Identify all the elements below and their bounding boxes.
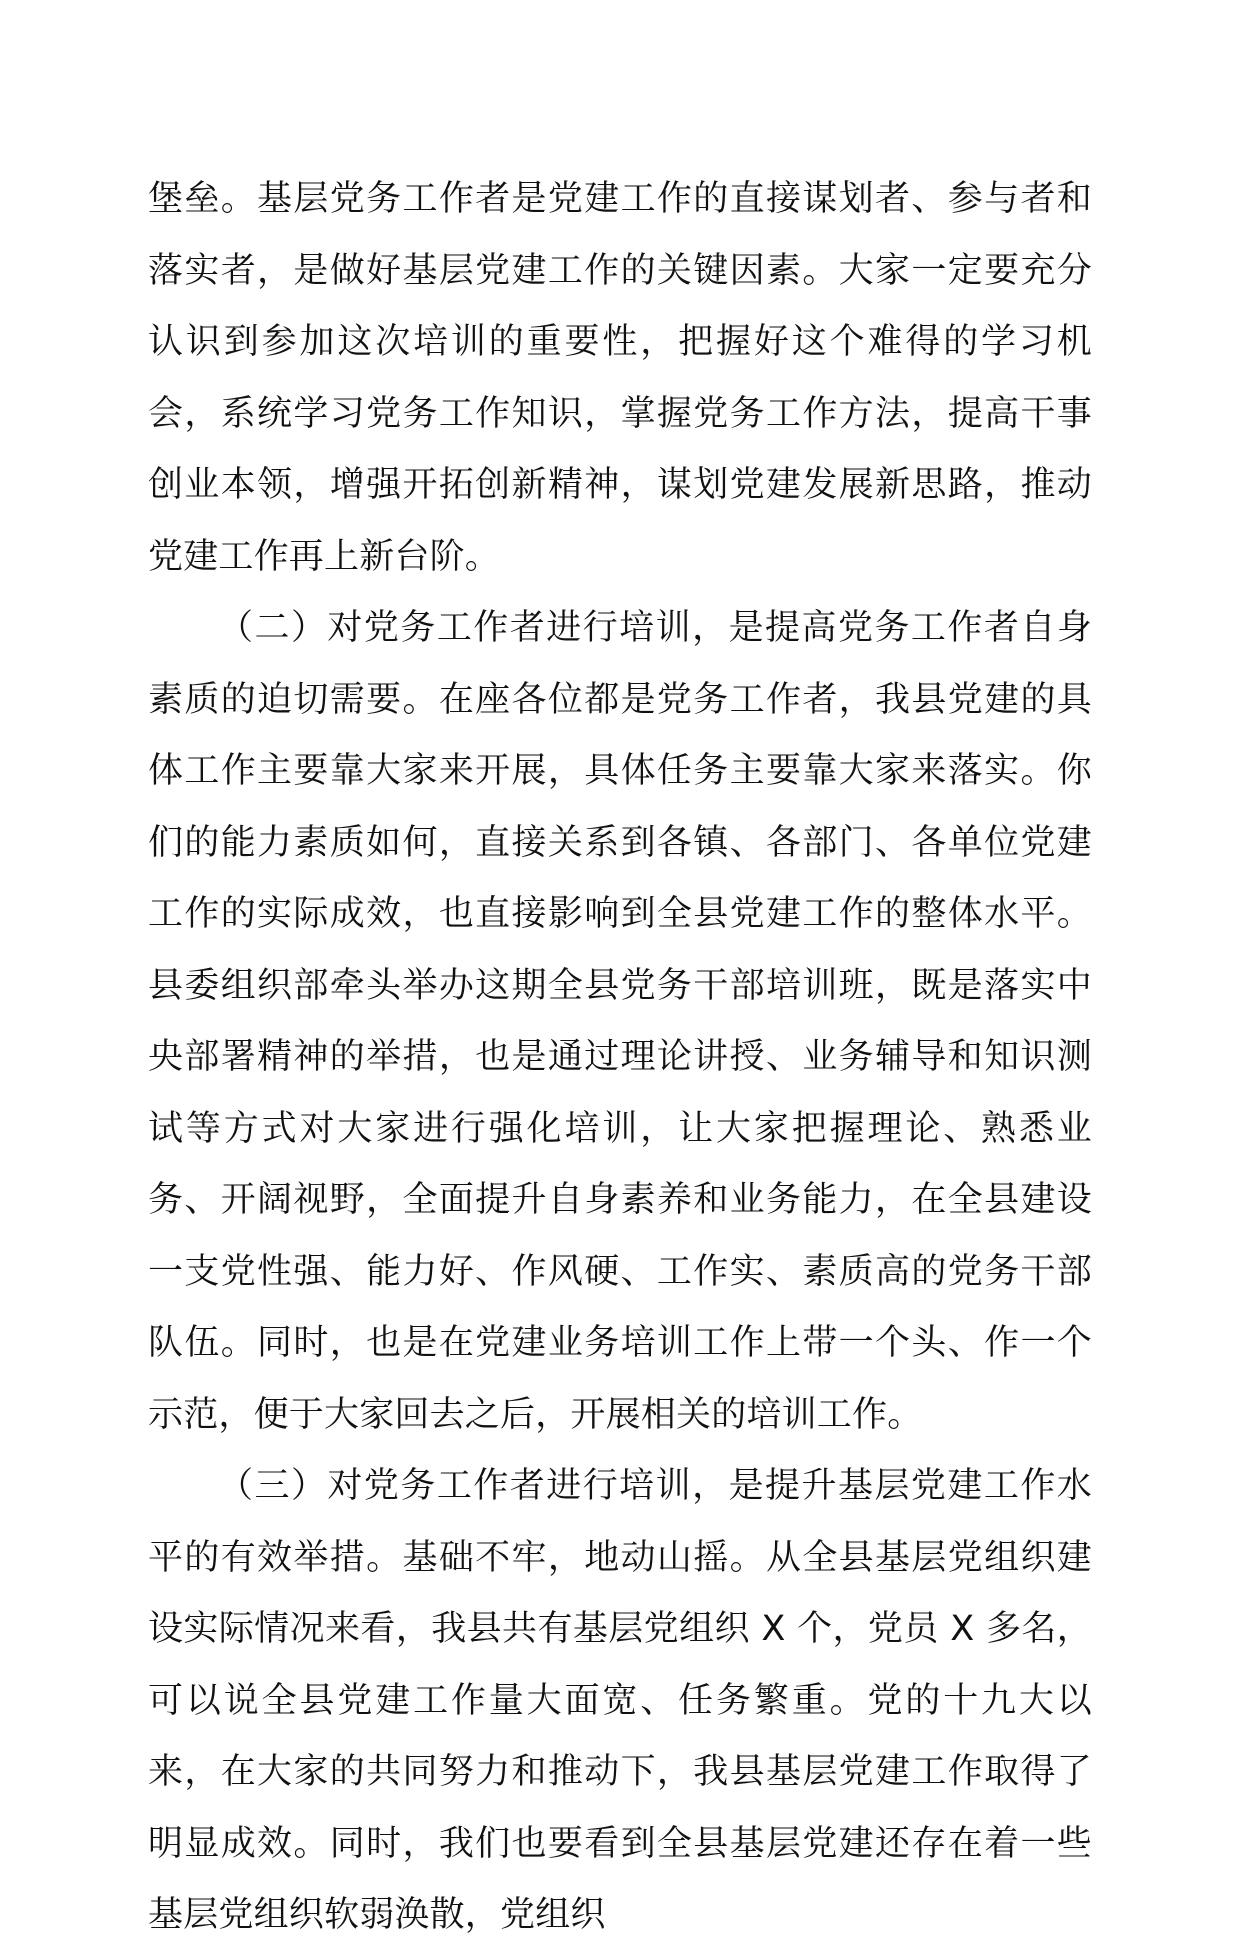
paragraph-section-2: （二）对党务工作者进行培训，是提高党务工作者自身素质的迫切需要。在座各位都是党务工作者，我县党建的具体工作主要靠大家来开展，具体任务主要靠大家来落实。你们的能力素质如何，直接关系到各镇、各部门、各单位党建工作的实际成效，也直接影响到全县党建工作的整体水平。县委组织部牵头举办这期全县党务干部培训班，既是落实中央部署精神的举措，也是通过理论讲授、业务辅导和知识测试等方式对大家进行强化培训，让大家把握理论、熟悉业务、开阔视野，全面提升自身素养和业务能力，在全县建设一支党性强、能力好、作风硬、工作实、素质高的党务干部队伍。同时，也是在党建业务培训工作上带一个头、作一个示范，便于大家回去之后，开展相关的培训工作。: [148, 608, 1092, 1435]
document-body: [148, 164, 1092, 1952]
paragraph-continuation: 堡垒。基层党务工作者是党建工作的直接谋划者、参与者和落实者，是做好基层党建工作的关键因素。大家一定要充分认识到参加这次培训的重要性，把握好这个难得的学习机会，系统学习党务工作知识，掌握党务工作方法，提高干事创业本领，增强开拓创新精神，谋划党建发展新思路，推动党建工作再上新台阶。: [148, 179, 1092, 577]
paragraph-section-3: （三）对党务工作者进行培训，是提升基层党建工作水平的有效举措。基础不牢，地动山摇。从全县基层党组织建设实际情况来看，我县共有基层党组织 X 个，党员 X 多名，可以说全县党建工作量大面宽、任务繁重。党的十九大以来，在大家的共同努力和推动下，我县基层党建工作取得了明显成效。同时，我们也要看到全县基层党建还存在着一些基层党组织软弱涣散，党组织: [148, 1466, 1092, 1935]
